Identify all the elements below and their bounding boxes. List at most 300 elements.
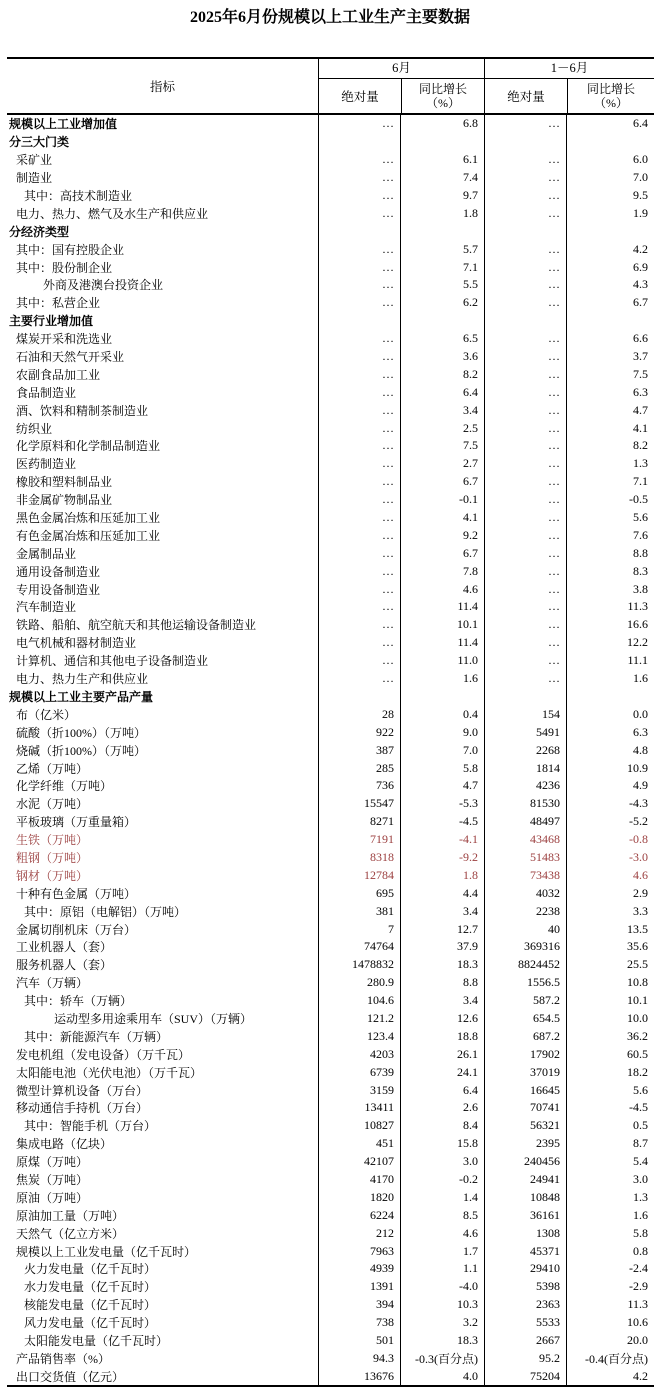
value-cell: 7963 xyxy=(318,1242,400,1260)
table-row xyxy=(7,831,654,849)
value-cell: 5533 xyxy=(484,1314,566,1332)
value-cell: 1.6 xyxy=(566,1206,654,1224)
header-group-jan-jun xyxy=(484,59,654,113)
value-cell: … xyxy=(318,365,400,383)
value-cell: 7.5 xyxy=(400,437,484,455)
value-cell: 5.5 xyxy=(400,276,484,294)
table-row xyxy=(7,1278,654,1296)
value-cell: 1.1 xyxy=(400,1260,484,1278)
indicator-label: 其中：股份制企业 xyxy=(16,260,113,275)
value-cell: … xyxy=(484,473,566,491)
value-cell: 5491 xyxy=(484,723,566,741)
table-row xyxy=(7,1260,654,1278)
value-cell: 4.0 xyxy=(400,1367,484,1385)
value-cell: -0.2 xyxy=(400,1171,484,1189)
value-cell: -0.1 xyxy=(400,491,484,509)
value-cell: 4203 xyxy=(318,1045,400,1063)
value-cell: 6.6 xyxy=(566,330,654,348)
indicator-label: 其中：智能手机（万台） xyxy=(24,1119,157,1134)
value-cell: 25.5 xyxy=(566,956,654,974)
value-cell: 81530 xyxy=(484,795,566,813)
table-row xyxy=(7,276,654,294)
indicator-label: 化学原料和化学制品制造业 xyxy=(16,439,161,454)
value-cell: … xyxy=(318,419,400,437)
value-cell: 16645 xyxy=(484,1081,566,1099)
value-cell xyxy=(318,688,400,706)
table-row xyxy=(7,1117,654,1135)
value-cell: … xyxy=(484,419,566,437)
indicator-label: 电力、热力、燃气及水生产和供应业 xyxy=(16,206,209,221)
value-cell: … xyxy=(484,652,566,670)
value-cell: … xyxy=(318,509,400,527)
indicator-label: 运动型多用途乘用车（SUV）（万辆） xyxy=(54,1011,253,1026)
value-cell: 10848 xyxy=(484,1188,566,1206)
value-cell: 17902 xyxy=(484,1045,566,1063)
value-cell: … xyxy=(318,616,400,634)
header-june-yoy-line2: （%） xyxy=(426,96,460,110)
value-cell: 11.1 xyxy=(566,652,654,670)
header-group-jan-jun-label: 1－6月 xyxy=(485,59,654,79)
value-cell: … xyxy=(318,455,400,473)
table-row xyxy=(7,151,654,169)
value-cell: 4.1 xyxy=(566,419,654,437)
value-cell: 8318 xyxy=(318,849,400,867)
value-cell: 123.4 xyxy=(318,1027,400,1045)
table-row xyxy=(7,688,654,706)
value-cell: … xyxy=(484,115,566,133)
indicator-label: 粗钢（万吨） xyxy=(16,850,89,865)
value-cell: -0.3(百分点) xyxy=(400,1349,484,1367)
indicator-label: 电力、热力生产和供应业 xyxy=(16,672,149,687)
value-cell: … xyxy=(318,115,400,133)
value-cell: -4.3 xyxy=(566,795,654,813)
value-cell: 654.5 xyxy=(484,1010,566,1028)
value-cell xyxy=(400,312,484,330)
value-cell: 6.7 xyxy=(400,544,484,562)
value-cell: 394 xyxy=(318,1296,400,1314)
value-cell xyxy=(400,133,484,151)
value-cell: -4.5 xyxy=(566,1099,654,1117)
value-cell: 1.9 xyxy=(566,204,654,222)
value-cell: 95.2 xyxy=(484,1349,566,1367)
value-cell: … xyxy=(318,204,400,222)
table-row xyxy=(7,598,654,616)
value-cell: 4.7 xyxy=(566,401,654,419)
value-cell: 11.4 xyxy=(400,634,484,652)
table-row xyxy=(7,222,654,240)
value-cell: … xyxy=(318,401,400,419)
value-cell: … xyxy=(318,276,400,294)
indicator-label: 其中：轿车（万辆） xyxy=(24,994,133,1009)
indicator-label: 通用设备制造业 xyxy=(16,564,101,579)
value-cell: … xyxy=(484,348,566,366)
indicator-label: 水力发电量（亿千瓦时） xyxy=(24,1280,157,1295)
indicator-label: 其中：私营企业 xyxy=(16,296,101,311)
value-cell: 6.1 xyxy=(400,151,484,169)
table-row xyxy=(7,544,654,562)
indicator-label: 分经济类型 xyxy=(9,224,70,239)
value-cell: … xyxy=(484,258,566,276)
value-cell: 6.8 xyxy=(400,115,484,133)
value-cell: 3.7 xyxy=(566,348,654,366)
value-cell: … xyxy=(318,348,400,366)
value-cell: 4.9 xyxy=(566,777,654,795)
value-cell: 40 xyxy=(484,920,566,938)
value-cell: … xyxy=(484,204,566,222)
value-cell: 8.2 xyxy=(566,437,654,455)
value-cell: 3.4 xyxy=(400,992,484,1010)
value-cell: … xyxy=(484,437,566,455)
indicator-label: 发电机组（发电设备）（万千瓦） xyxy=(16,1047,191,1062)
value-cell xyxy=(484,133,566,151)
indicator-label: 专用设备制造业 xyxy=(16,582,101,597)
indicator-label: 金属切削机床（万台） xyxy=(16,922,137,937)
value-cell: … xyxy=(484,526,566,544)
value-cell: 29410 xyxy=(484,1260,566,1278)
header-group-june-subrow xyxy=(319,79,484,113)
indicator-label: 医药制造业 xyxy=(16,457,77,472)
value-cell: 4.6 xyxy=(400,1224,484,1242)
value-cell: 922 xyxy=(318,723,400,741)
table-row xyxy=(7,1010,654,1028)
table-row xyxy=(7,795,654,813)
value-cell: 36.2 xyxy=(566,1027,654,1045)
value-cell: 8.4 xyxy=(400,1117,484,1135)
value-cell: 4.2 xyxy=(566,240,654,258)
value-cell: 11.3 xyxy=(566,598,654,616)
indicator-label: 有色金属冶炼和压延加工业 xyxy=(16,528,161,543)
indicator-label: 乙烯（万吨） xyxy=(16,761,89,776)
value-cell: 7.0 xyxy=(566,169,654,187)
value-cell: 45371 xyxy=(484,1242,566,1260)
indicator-label: 服务机器人（套） xyxy=(16,958,113,973)
indicator-label: 主要行业增加值 xyxy=(9,314,94,329)
value-cell: 4939 xyxy=(318,1260,400,1278)
value-cell: … xyxy=(484,383,566,401)
value-cell: 1.3 xyxy=(566,455,654,473)
value-cell: 8.7 xyxy=(566,1135,654,1153)
value-cell: 6.7 xyxy=(566,294,654,312)
value-cell: 5.4 xyxy=(566,1153,654,1171)
indicator-label: 分三大门类 xyxy=(9,135,70,150)
table-row xyxy=(7,813,654,831)
value-cell: 7 xyxy=(318,920,400,938)
header-group-june-label: 6月 xyxy=(319,59,484,79)
value-cell: 7.1 xyxy=(400,258,484,276)
value-cell: … xyxy=(318,240,400,258)
value-cell: 56321 xyxy=(484,1117,566,1135)
value-cell: 240456 xyxy=(484,1153,566,1171)
value-cell: … xyxy=(484,562,566,580)
value-cell: 10.8 xyxy=(566,974,654,992)
table-row xyxy=(7,401,654,419)
value-cell: 6.4 xyxy=(566,115,654,133)
value-cell: 4.2 xyxy=(566,1367,654,1385)
indicator-label: 太阳能电池（光伏电池）（万千瓦） xyxy=(16,1065,203,1080)
header-indicator: 指标 xyxy=(149,80,175,94)
header-group-june xyxy=(318,59,484,113)
indicator-label: 采矿业 xyxy=(16,153,53,168)
value-cell: … xyxy=(318,491,400,509)
indicator-label: 天然气（亿立方米） xyxy=(16,1226,125,1241)
value-cell: 695 xyxy=(318,884,400,902)
header-june-yoy xyxy=(401,79,484,113)
value-cell xyxy=(400,688,484,706)
indicator-label: 规模以上工业主要产品产量 xyxy=(9,689,154,704)
value-cell: 10.9 xyxy=(566,759,654,777)
indicator-label: 出口交货值（亿元） xyxy=(16,1369,125,1384)
table-row xyxy=(7,365,654,383)
value-cell xyxy=(484,222,566,240)
table-row xyxy=(7,580,654,598)
table-row xyxy=(7,437,654,455)
indicator-label: 太阳能发电量（亿千瓦时） xyxy=(24,1334,169,1348)
value-cell: 70741 xyxy=(484,1099,566,1117)
value-cell: 3.8 xyxy=(566,580,654,598)
value-cell: 6224 xyxy=(318,1206,400,1224)
header-jan-jun-absolute: 绝对量 xyxy=(507,90,545,104)
value-cell: 12784 xyxy=(318,866,400,884)
value-cell: … xyxy=(318,169,400,187)
value-cell xyxy=(318,312,400,330)
value-cell: -2.4 xyxy=(566,1260,654,1278)
table-row xyxy=(7,562,654,580)
value-cell: 4.8 xyxy=(566,741,654,759)
value-cell xyxy=(484,312,566,330)
value-cell: 0.4 xyxy=(400,705,484,723)
value-cell: 35.6 xyxy=(566,938,654,956)
value-cell: 1.7 xyxy=(400,1242,484,1260)
value-cell: 2667 xyxy=(484,1332,566,1350)
table-body xyxy=(7,115,654,1387)
value-cell: 4.1 xyxy=(400,509,484,527)
value-cell: 18.3 xyxy=(400,956,484,974)
value-cell: 3.6 xyxy=(400,348,484,366)
value-cell: 42107 xyxy=(318,1153,400,1171)
value-cell: 4170 xyxy=(318,1171,400,1189)
indicator-label: 电气机械和器材制造业 xyxy=(16,636,137,651)
value-cell: 1556.5 xyxy=(484,974,566,992)
table-row xyxy=(7,866,654,884)
value-cell: -5.3 xyxy=(400,795,484,813)
value-cell: 7.5 xyxy=(566,365,654,383)
value-cell: 12.2 xyxy=(566,634,654,652)
value-cell: 10.1 xyxy=(566,992,654,1010)
value-cell: … xyxy=(318,562,400,580)
table-row xyxy=(7,992,654,1010)
value-cell: 1391 xyxy=(318,1278,400,1296)
value-cell: … xyxy=(318,652,400,670)
value-cell: 5.7 xyxy=(400,240,484,258)
table-row xyxy=(7,133,654,151)
value-cell: 1308 xyxy=(484,1224,566,1242)
value-cell: 5.8 xyxy=(400,759,484,777)
value-cell xyxy=(566,133,654,151)
table-row xyxy=(7,1332,654,1350)
value-cell: 3.0 xyxy=(400,1153,484,1171)
value-cell: 381 xyxy=(318,902,400,920)
value-cell: 8.5 xyxy=(400,1206,484,1224)
table-row xyxy=(7,526,654,544)
value-cell: 10.1 xyxy=(400,616,484,634)
value-cell: 20.0 xyxy=(566,1332,654,1350)
value-cell: 280.9 xyxy=(318,974,400,992)
value-cell: 26.1 xyxy=(400,1045,484,1063)
value-cell: 15547 xyxy=(318,795,400,813)
table-row xyxy=(7,419,654,437)
value-cell: 4236 xyxy=(484,777,566,795)
value-cell: … xyxy=(318,526,400,544)
value-cell: 11.3 xyxy=(566,1296,654,1314)
value-cell: 8.8 xyxy=(566,544,654,562)
table-row xyxy=(7,1099,654,1117)
value-cell: 8.2 xyxy=(400,365,484,383)
value-cell: 6739 xyxy=(318,1063,400,1081)
value-cell: 4.6 xyxy=(566,866,654,884)
value-cell: 1814 xyxy=(484,759,566,777)
value-cell: 8.8 xyxy=(400,974,484,992)
indicator-label: 其中：原铝（电解铝）（万吨） xyxy=(24,904,187,919)
value-cell: 28 xyxy=(318,705,400,723)
indicator-label: 金属制品业 xyxy=(16,546,77,561)
indicator-label: 外商及港澳台投资企业 xyxy=(43,278,164,293)
value-cell: 18.3 xyxy=(400,1332,484,1350)
value-cell xyxy=(566,312,654,330)
table-row xyxy=(7,1242,654,1260)
value-cell: 7.0 xyxy=(400,741,484,759)
indicator-label: 移动通信手持机（万台） xyxy=(16,1101,149,1116)
indicator-label: 汽车（万辆） xyxy=(16,976,89,991)
table-row xyxy=(7,204,654,222)
value-cell: … xyxy=(318,544,400,562)
indicator-label: 橡胶和塑料制品业 xyxy=(16,475,113,490)
indicator-label: 烧碱（折100%）（万吨） xyxy=(16,743,146,758)
value-cell: … xyxy=(484,169,566,187)
value-cell: 2363 xyxy=(484,1296,566,1314)
value-cell: -0.5 xyxy=(566,491,654,509)
indicator-label: 十种有色金属（万吨） xyxy=(16,886,137,901)
value-cell: 6.4 xyxy=(400,383,484,401)
table-row xyxy=(7,509,654,527)
value-cell: 7.8 xyxy=(400,562,484,580)
value-cell: 8271 xyxy=(318,813,400,831)
indicator-label: 微型计算机设备（万台） xyxy=(16,1083,149,1098)
table-row xyxy=(7,348,654,366)
indicator-label: 化学纤维（万吨） xyxy=(16,779,113,794)
indicator-label: 其中：高技术制造业 xyxy=(24,189,133,203)
value-cell: … xyxy=(484,634,566,652)
value-cell: 501 xyxy=(318,1332,400,1350)
value-cell: -4.0 xyxy=(400,1278,484,1296)
indicator-label: 工业机器人（套） xyxy=(16,940,113,955)
indicator-label: 纺织业 xyxy=(16,421,53,436)
value-cell: 738 xyxy=(318,1314,400,1332)
indicator-label: 制造业 xyxy=(16,171,53,186)
value-cell: 60.5 xyxy=(566,1045,654,1063)
table-row xyxy=(7,312,654,330)
indicator-label: 其中：新能源汽车（万辆） xyxy=(24,1029,169,1044)
indicator-label: 硫酸（折100%）（万吨） xyxy=(16,725,146,740)
value-cell: 12.7 xyxy=(400,920,484,938)
indicator-label: 铁路、船舶、航空航天和其他运输设备制造业 xyxy=(16,618,257,633)
value-cell: 37.9 xyxy=(400,938,484,956)
header-jan-jun-yoy xyxy=(567,79,654,113)
value-cell: … xyxy=(484,294,566,312)
value-cell: 16.6 xyxy=(566,616,654,634)
indicator-label: 食品制造业 xyxy=(16,385,77,400)
table-row xyxy=(7,634,654,652)
value-cell: 24.1 xyxy=(400,1063,484,1081)
value-cell: 18.8 xyxy=(400,1027,484,1045)
value-cell: 12.6 xyxy=(400,1010,484,1028)
indicator-label: 产品销售率（%） xyxy=(16,1351,110,1366)
table-row xyxy=(7,258,654,276)
value-cell: -4.1 xyxy=(400,831,484,849)
value-cell: 36161 xyxy=(484,1206,566,1224)
indicator-label: 生铁（万吨） xyxy=(16,833,89,848)
value-cell: 2.6 xyxy=(400,1099,484,1117)
value-cell: -3.0 xyxy=(566,849,654,867)
value-cell: 10.0 xyxy=(566,1010,654,1028)
table-row xyxy=(7,383,654,401)
value-cell: 5398 xyxy=(484,1278,566,1296)
table-row xyxy=(7,759,654,777)
indicator-label: 汽车制造业 xyxy=(16,600,77,615)
table-row xyxy=(7,1135,654,1153)
value-cell: 0.0 xyxy=(566,705,654,723)
table-row xyxy=(7,1296,654,1314)
value-cell: … xyxy=(484,365,566,383)
value-cell: 3.2 xyxy=(400,1314,484,1332)
table-row xyxy=(7,1027,654,1045)
value-cell: -0.4(百分点) xyxy=(566,1349,654,1367)
value-cell: 7.6 xyxy=(566,526,654,544)
value-cell: 7.4 xyxy=(400,169,484,187)
value-cell: 4.4 xyxy=(400,884,484,902)
value-cell: … xyxy=(484,509,566,527)
value-cell: 687.2 xyxy=(484,1027,566,1045)
value-cell: … xyxy=(484,455,566,473)
indicator-label: 酒、饮料和精制茶制造业 xyxy=(16,403,149,418)
table-row xyxy=(7,1045,654,1063)
table-row xyxy=(7,920,654,938)
indicator-label: 原煤（万吨） xyxy=(16,1155,89,1170)
value-cell: 6.3 xyxy=(566,723,654,741)
value-cell: … xyxy=(318,258,400,276)
value-cell: 6.0 xyxy=(566,151,654,169)
value-cell: 9.5 xyxy=(566,187,654,205)
value-cell: 43468 xyxy=(484,831,566,849)
value-cell: 1.8 xyxy=(400,204,484,222)
value-cell: 1.6 xyxy=(400,670,484,688)
value-cell xyxy=(484,688,566,706)
value-cell: … xyxy=(318,634,400,652)
value-cell: 3.0 xyxy=(566,1171,654,1189)
table-header xyxy=(7,57,654,115)
value-cell: 10827 xyxy=(318,1117,400,1135)
value-cell: -4.5 xyxy=(400,813,484,831)
table-row xyxy=(7,956,654,974)
table-row xyxy=(7,902,654,920)
value-cell: … xyxy=(484,544,566,562)
value-cell: 2238 xyxy=(484,902,566,920)
value-cell: … xyxy=(318,437,400,455)
table-row xyxy=(7,652,654,670)
value-cell xyxy=(318,133,400,151)
value-cell: 5.6 xyxy=(566,509,654,527)
value-cell: … xyxy=(484,276,566,294)
value-cell: 5.8 xyxy=(566,1224,654,1242)
